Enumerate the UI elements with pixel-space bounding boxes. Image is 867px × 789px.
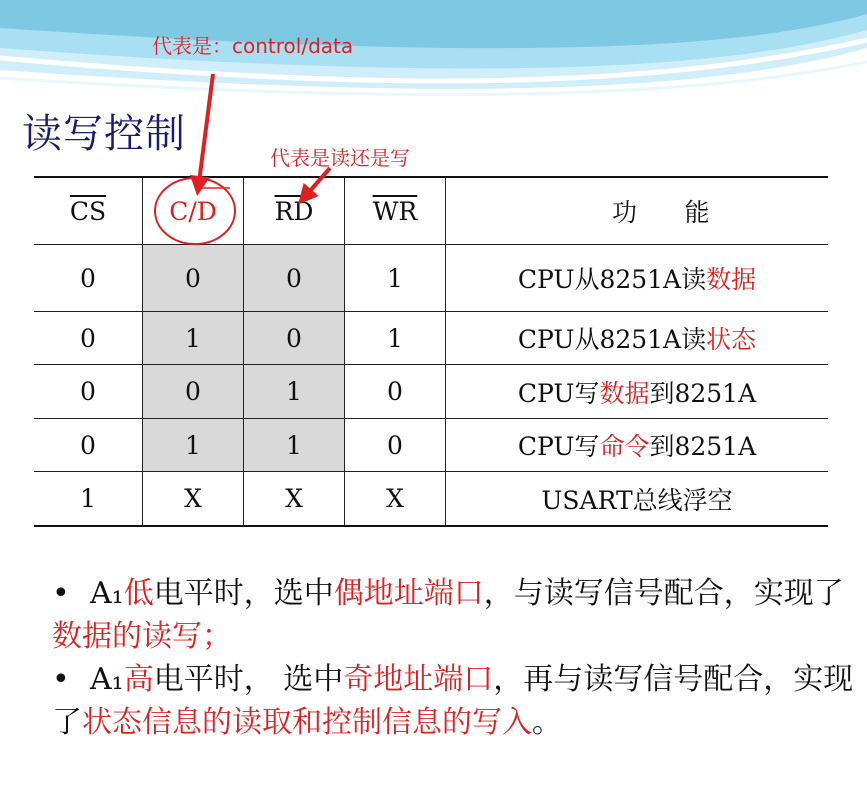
header-wr: $\overline{WR}$: [345, 177, 446, 245]
header-cd: C/D: [143, 177, 244, 245]
cell-cs: 0: [34, 365, 143, 419]
header-rd: $\overline{RD}$: [244, 177, 345, 245]
cd-annotation: 代表是：control/data: [152, 34, 354, 58]
cell-wr: 1: [345, 245, 446, 312]
table-row: [34, 365, 828, 419]
cell-cd: X: [143, 472, 244, 527]
table-row: [34, 419, 828, 472]
rdwr-annotation: 代表是读还是写: [270, 146, 410, 170]
cell-rd: 1: [244, 365, 345, 419]
bullet-item: • A₁低电平时，选中偶地址端口，与读写信号配合，实现了数据的读写；: [52, 576, 844, 654]
cell-function: CPU写数据到8251A: [446, 365, 829, 419]
cell-cd: 0: [143, 245, 244, 312]
cell-wr: 1: [345, 312, 446, 365]
header-cs: $\overline{CS}$: [34, 177, 143, 245]
cell-cs: 1: [34, 472, 143, 527]
cell-cs: 0: [34, 245, 143, 312]
table-row: [34, 472, 828, 527]
cell-rd: X: [244, 472, 345, 527]
page-title: 读写控制: [22, 111, 186, 157]
cell-rd: 0: [244, 312, 345, 365]
bullet-item: • A₁高电平时， 选中奇地址端口，再与读写信号配合，实现了状态信息的读取和控制信息的写入。: [52, 662, 854, 740]
header-function: 功 能: [446, 177, 829, 245]
cell-rd: 0: [244, 245, 345, 312]
table-header-row: [34, 177, 828, 245]
cell-cd: 1: [143, 419, 244, 472]
cell-function: CPU从8251A读状态: [446, 312, 829, 365]
cell-cs: 0: [34, 312, 143, 365]
bullet-list: [52, 572, 862, 744]
cell-function: USART总线浮空: [446, 472, 829, 527]
cell-rd: 1: [244, 419, 345, 472]
truth-table: [34, 176, 828, 527]
header-wave-decoration: [0, 0, 867, 110]
cell-cd: 0: [143, 365, 244, 419]
table-row: [34, 245, 828, 312]
cell-wr: X: [345, 472, 446, 527]
cell-function: CPU从8251A读数据: [446, 245, 829, 312]
table-row: [34, 312, 828, 365]
cell-wr: 0: [345, 365, 446, 419]
cell-wr: 0: [345, 419, 446, 472]
cell-function: CPU写命令到8251A: [446, 419, 829, 472]
cell-cs: 0: [34, 419, 143, 472]
cell-cd: 1: [143, 312, 244, 365]
